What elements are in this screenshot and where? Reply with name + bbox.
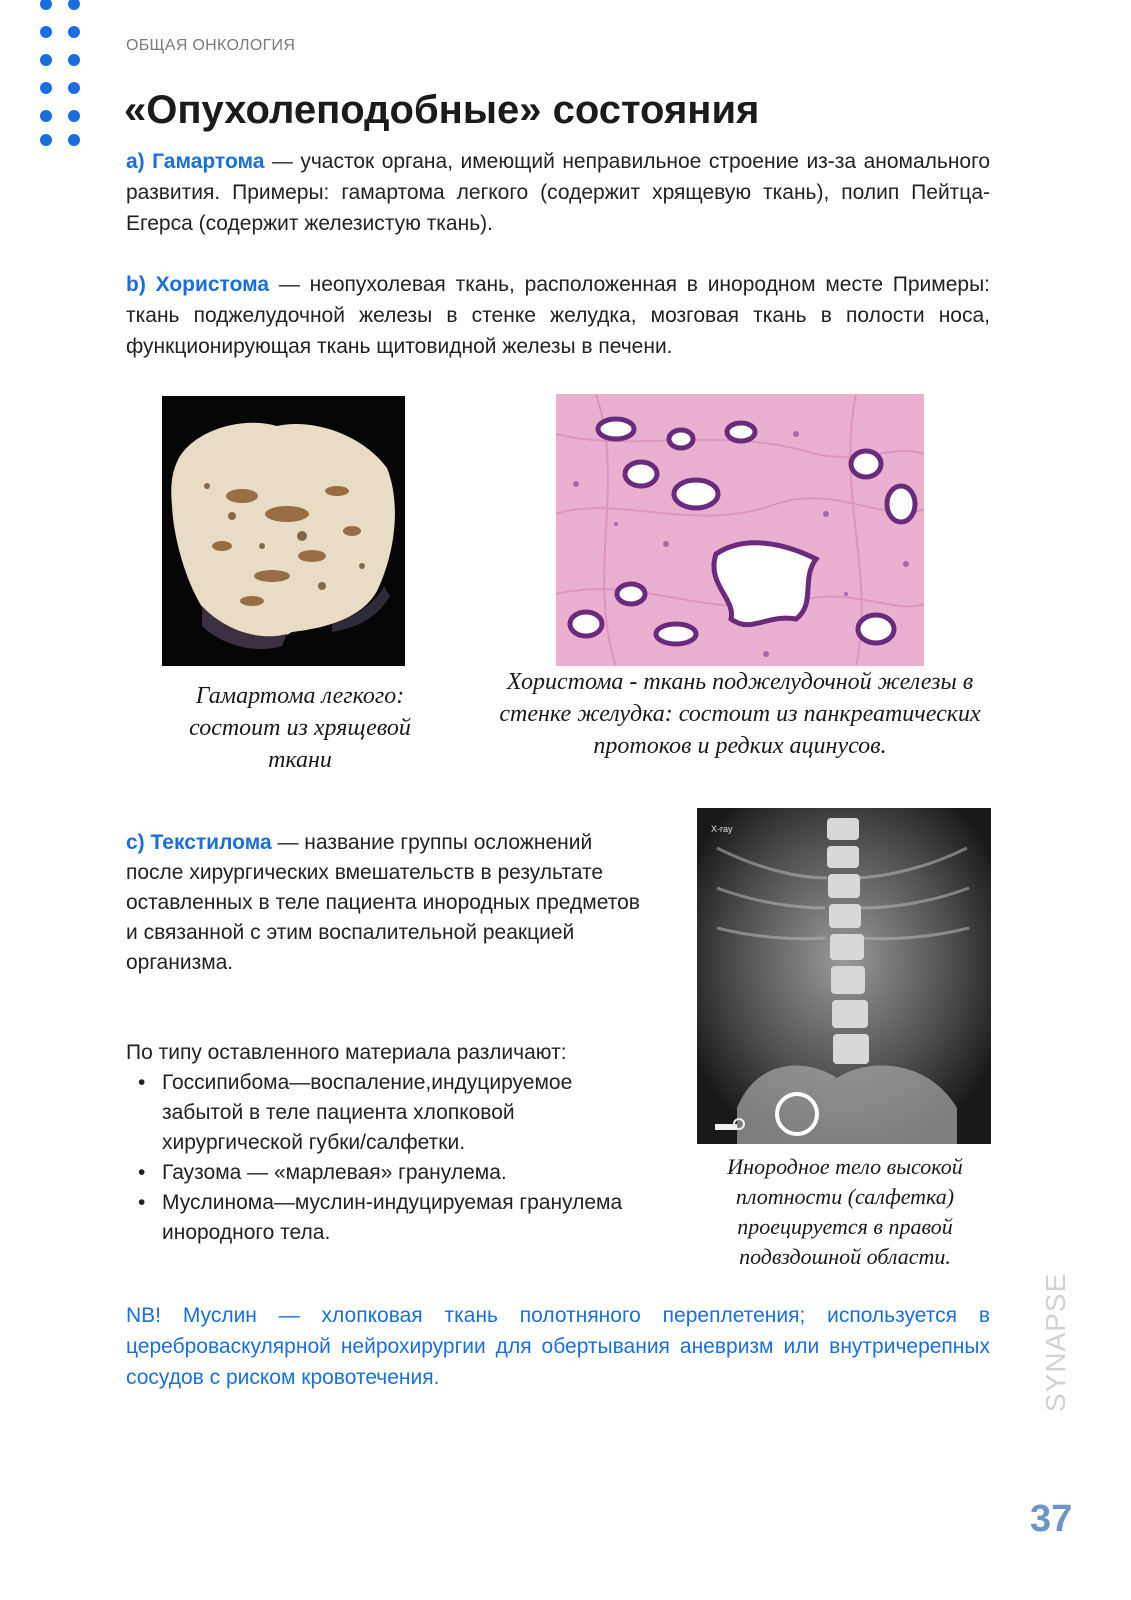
choristoma-term: b) Хористома <box>126 273 270 296</box>
brand-name: SYNAPSE <box>1040 1272 1071 1412</box>
hamartoma-caption: Гамартома легкого: состоит из хрящевой ткани <box>189 683 411 773</box>
choristoma-definition: — неопухолевая ткань, расположенная в инородном месте Примеры: ткань поджелудочной железы в стенке желудка, мозговая ткань в полости носа, функционирующая ткань щитовидной железы в печени. <box>126 273 991 358</box>
hamartoma-paragraph <box>126 146 990 239</box>
nb-note: NB! Муслин — хлопковая ткань полотняного переплетения; используется в цереброваскулярной нейрохирургии для обертывания аневризм или внутричерепных сосудов с риском кровотечения. <box>126 1304 990 1389</box>
page-number: 37 <box>1030 1498 1073 1540</box>
xray-label: X-ray <box>711 824 733 834</box>
list-intro: По типу оставленного материала различают: <box>126 1041 567 1064</box>
choristoma-paragraph <box>126 269 990 362</box>
hamartoma-photo <box>162 396 405 666</box>
decorative-dot-grid <box>40 0 90 148</box>
choristoma-histology-image <box>556 394 924 666</box>
page-title: «Опухолеподобные» состояния <box>124 88 760 132</box>
textiloma-definition: — название группы осложнений после хирургических вмешательств в результате оставленных в теле пациента инородных предметов и связанной с этим воспалительной реакцией организма. <box>126 831 640 974</box>
list-item: • Муслинома—муслин-индуцируемая гранулема инородного тела. <box>134 1188 654 1248</box>
xray-image <box>697 808 991 1144</box>
textiloma-types-list <box>134 1068 654 1248</box>
xray-caption: Инородное тело высокой плотности (салфетка) проецируется в правой подвздошной области. <box>727 1154 963 1269</box>
textiloma-paragraph <box>126 828 646 978</box>
section-label: ОБЩАЯ ОНКОЛОГИЯ <box>126 37 296 54</box>
list-item: • Госсипибома—воспаление,индуцируемое забытой в теле пациента хлопковой хирургической губки/салфетки. <box>134 1068 654 1158</box>
list-item: • Гаузома — «марлевая» гранулема. <box>134 1158 654 1188</box>
hamartoma-definition: — участок органа, имеющий неправильное строение из-за аномального развития. Примеры: гамартома легкого (содержит хрящевую ткань), полип Пейтца-Егерса (содержит железистую ткань). <box>126 150 990 235</box>
textiloma-term: c) Текстилома <box>126 831 272 854</box>
hamartoma-term: a) Гамартома <box>126 150 265 173</box>
choristoma-caption: Хористома - ткань поджелудочной железы в стенке желудка: состоит из панкреатических протоков и редких ацинусов. <box>499 669 981 759</box>
